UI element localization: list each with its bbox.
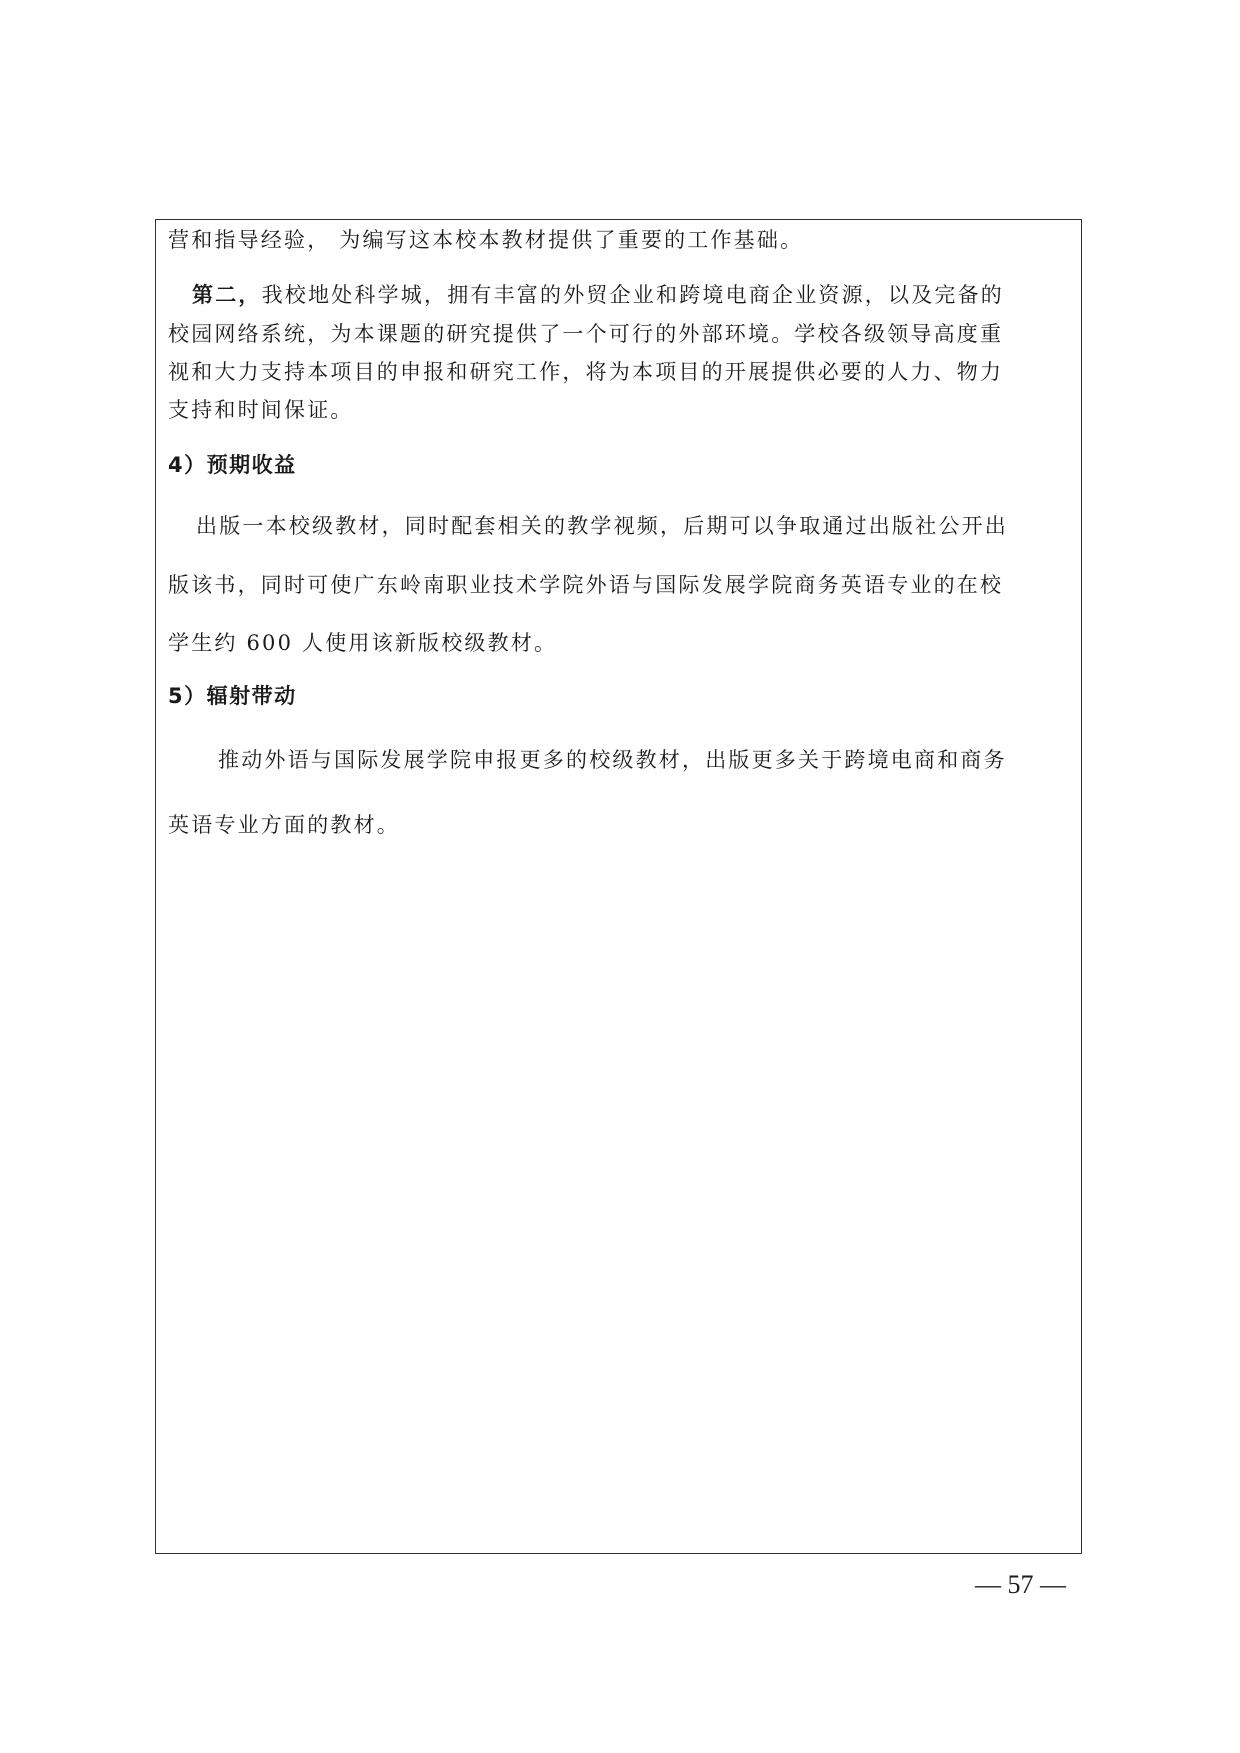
paragraph-line: 视和大力支持本项目的申报和研究工作，将为本项目的开展提供必要的人力、物力 — [168, 360, 1004, 384]
paragraph-text: 我校地处科学城，拥有丰富的外贸企业和跨境电商企业资源，以及完备的 — [261, 283, 1005, 307]
page-number: — 57 — — [975, 1570, 1066, 1599]
paragraph-line — [192, 281, 1072, 309]
paragraph-line: 版该书，同时可使广东岭南职业技术学院外语与国际发展学院商务英语专业的在校 — [168, 573, 1004, 597]
paragraph-line: 学生约 600 人使用该新版校级教材。 — [168, 631, 558, 655]
paragraph-line: 推动外语与国际发展学院申报更多的校级教材，出版更多关于跨境电商和商务 — [218, 748, 1007, 772]
section-heading: 4）预期收益 — [168, 453, 297, 477]
paragraph-line: 出版一本校级教材，同时配套相关的教学视频，后期可以争取通过出版社公开出 — [196, 514, 1008, 538]
paragraph-line: 营和指导经验， 为编写这本校本教材提供了重要的工作基础。 — [168, 228, 804, 252]
section-heading: 5）辐射带动 — [168, 684, 297, 708]
paragraph-lead: 第二， — [192, 283, 262, 307]
paragraph-line: 英语专业方面的教材。 — [168, 813, 400, 837]
paragraph-line: 支持和时间保证。 — [168, 398, 354, 422]
paragraph-line: 校园网络系统，为本课题的研究提供了一个可行的外部环境。学校各级领导高度重 — [168, 322, 1004, 346]
